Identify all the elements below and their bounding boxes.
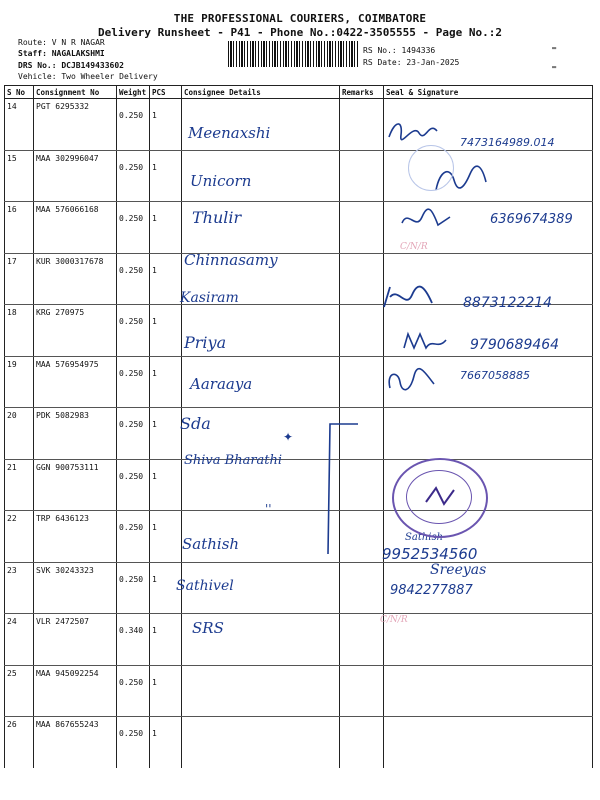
cell-signature [384,665,593,717]
hand-note: Sreeyas [430,562,487,578]
hand-name: Kasiram [180,290,239,306]
delivery-table [4,85,593,768]
col-sno: S No [5,86,34,99]
table-header-row [5,86,593,99]
route-label: Route: V N R NAGAR [18,38,105,47]
cell-sno: 24 [5,614,34,666]
col-consignee: Consignee Details [182,86,340,99]
cell-consignment: PGT 6295332 [34,99,117,151]
col-pcs: PCS [150,86,182,99]
margin-mark: ▬ [552,44,557,52]
cell-remarks [340,717,384,768]
col-consignment: Consignment No [34,86,117,99]
runsheet-subtitle: Delivery Runsheet - P41 - Phone No.:0422-3505555 - Page No.:2 [98,26,502,39]
runsheet-title: THE PROFESSIONAL COURIERS, COIMBATORE [173,12,427,25]
cell-signature [384,614,593,666]
cell-pcs: 1 [150,511,182,563]
barcode [228,41,358,67]
hand-name: Shiva Bharathi [184,453,283,468]
hand-name: Priya [184,333,227,352]
cell-pcs: 1 [150,717,182,768]
cnr-mark: C/N/R [380,615,408,625]
cell-sno: 14 [5,99,34,151]
hand-name: Meenaxshi [188,124,271,142]
col-weight: Weight [117,86,150,99]
cell-remarks [340,562,384,614]
cell-pcs: 1 [150,202,182,254]
cell-consignment: GGN 900753111 [34,459,117,511]
cell-sno: 15 [5,150,34,202]
cell-sno: 18 [5,305,34,357]
table-row [5,665,593,717]
cnr-mark: C/N/R [400,242,428,252]
cell-sno: 16 [5,202,34,254]
cell-sno: 19 [5,356,34,408]
cell-consignment: MAA 945092254 [34,665,117,717]
rs-date-label: RS Date: 23-Jan-2025 [363,58,460,67]
hand-name: Sda [180,414,211,433]
hand-name: Chinnasamy [184,251,278,269]
cell-pcs: 1 [150,562,182,614]
hand-name: Unicorn [190,172,252,190]
cell-weight: 0.250 [117,202,150,254]
cell-sno: 26 [5,717,34,768]
hand-name: Sathish [182,535,240,553]
cell-sno: 20 [5,408,34,460]
col-signature: Seal & Signature [384,86,593,99]
ink-mark: '' [265,502,272,516]
hand-phone: 9842277887 [390,583,473,598]
hand-note: Sathish [405,532,444,543]
cell-signature [384,408,593,460]
cell-pcs: 1 [150,665,182,717]
cell-remarks [340,614,384,666]
cell-weight: 0.340 [117,614,150,666]
hand-phone: 6369674389 [490,212,573,227]
cell-consignment: MAA 576066168 [34,202,117,254]
table-row [5,202,593,254]
margin-mark: ▬ [552,63,557,71]
cell-sno: 23 [5,562,34,614]
table-row [5,150,593,202]
cell-consignment: MAA 867655243 [34,717,117,768]
cell-pcs: 1 [150,408,182,460]
cell-weight: 0.250 [117,717,150,768]
cell-consignment: PDK 5082983 [34,408,117,460]
drs-label: DRS No.: DCJB149433602 [18,61,124,70]
cell-consignment: MAA 576954975 [34,356,117,408]
cell-pcs: 1 [150,459,182,511]
signature-scribble [385,115,445,145]
cell-remarks [340,99,384,151]
hand-name: Aaraaya [190,375,253,393]
table-row [5,511,593,563]
cell-weight: 0.250 [117,305,150,357]
hand-name: SRS [192,619,224,637]
signature-scribble [384,366,444,396]
cell-consignee [182,665,340,717]
cell-remarks [340,356,384,408]
hand-phone: 7473164989.014 [460,136,555,149]
vehicle-label: Vehicle: Two Wheeler Delivery [18,72,158,81]
cell-sno: 25 [5,665,34,717]
signature-scribble [398,205,458,235]
cell-weight: 0.250 [117,408,150,460]
cell-weight: 0.250 [117,459,150,511]
cell-weight: 0.250 [117,562,150,614]
signature-scribble [380,283,440,313]
table-row [5,562,593,614]
table-row [5,717,593,768]
cell-consignment: VLR 2472507 [34,614,117,666]
cell-sno: 22 [5,511,34,563]
company-seal [392,458,488,538]
cell-consignment: MAA 302996047 [34,150,117,202]
cell-weight: 0.250 [117,356,150,408]
hand-name: Sathivel [176,578,234,594]
ink-mark: ✦ [283,430,294,444]
cell-weight: 0.250 [117,99,150,151]
hand-phone: 9952534560 [382,545,478,563]
cell-signature [384,717,593,768]
cell-weight: 0.250 [117,665,150,717]
hand-phone: 8873122214 [463,295,553,311]
hand-phone: 9790689464 [470,337,560,353]
cell-pcs: 1 [150,150,182,202]
cell-remarks [340,305,384,357]
hand-phone: 7667058885 [460,369,530,382]
cell-pcs: 1 [150,356,182,408]
signature-scribble [400,330,460,356]
cell-consignment: KUR 3000317678 [34,253,117,305]
cell-consignment: TRP 6436123 [34,511,117,563]
rs-no-label: RS No.: 1494336 [363,46,436,55]
cell-pcs: 1 [150,253,182,305]
faint-stamp [408,145,454,191]
table-row [5,459,593,511]
staff-label: Staff: NAGALAKSHMI [18,49,105,58]
cell-pcs: 1 [150,614,182,666]
hand-name: Thulir [192,208,242,227]
cell-weight: 0.250 [117,253,150,305]
cell-consignment: KRG 270975 [34,305,117,357]
ink-bracket [322,420,362,560]
cell-pcs: 1 [150,99,182,151]
seal-signature [422,482,458,512]
cell-weight: 0.250 [117,150,150,202]
cell-consignment: SVK 30243323 [34,562,117,614]
col-remarks: Remarks [340,86,384,99]
cell-sno: 17 [5,253,34,305]
cell-remarks [340,665,384,717]
table-row [5,408,593,460]
cell-remarks [340,202,384,254]
cell-remarks [340,150,384,202]
cell-consignee [182,717,340,768]
cell-remarks [340,253,384,305]
table-row [5,614,593,666]
cell-pcs: 1 [150,305,182,357]
cell-sno: 21 [5,459,34,511]
cell-weight: 0.250 [117,511,150,563]
